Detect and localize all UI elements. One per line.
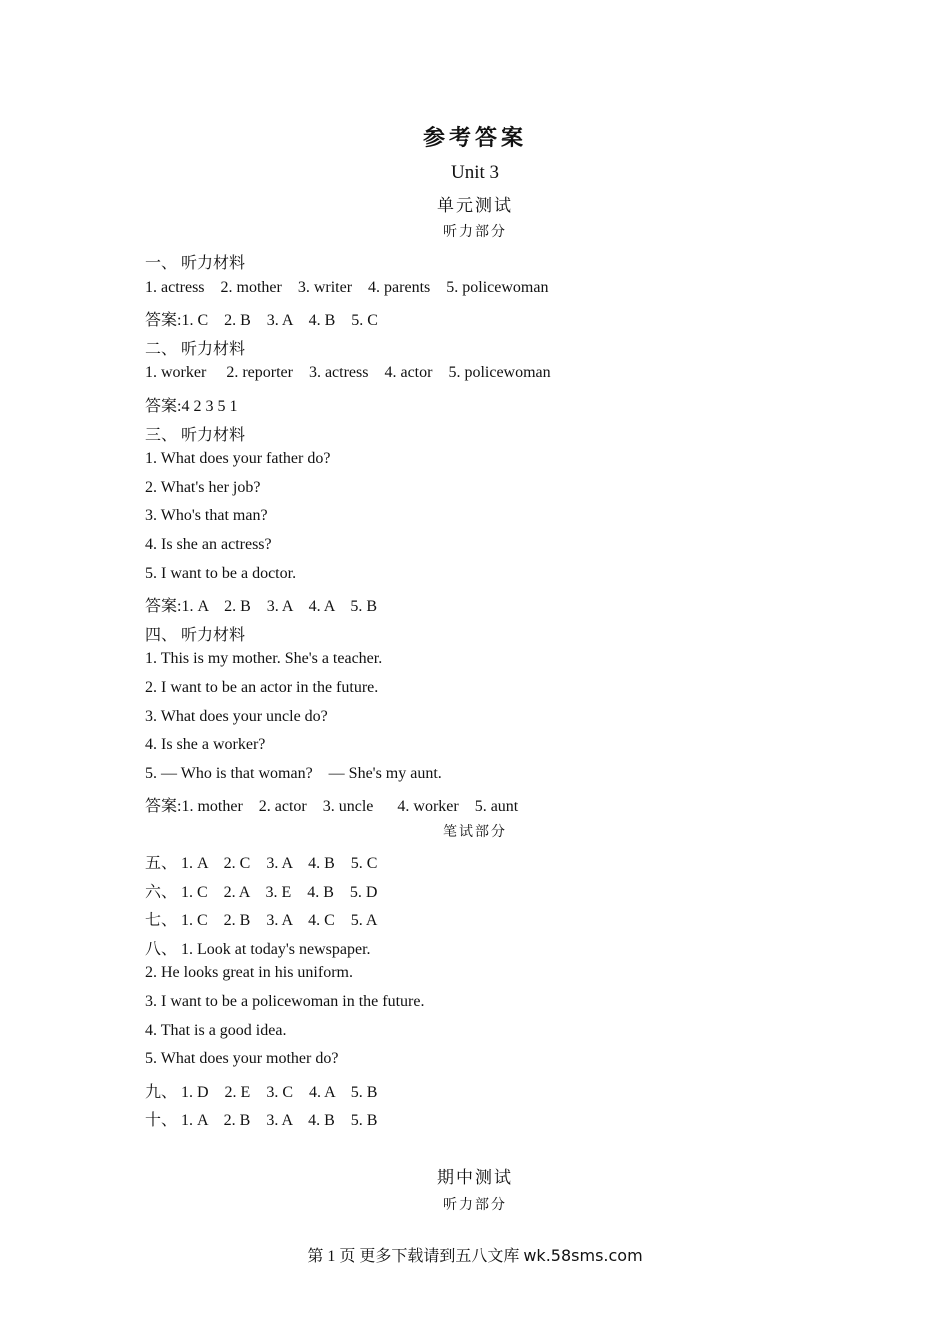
writing-part-heading: 笔试部分	[443, 824, 507, 840]
answer-line: 答案:1. mother 2. actor 3. uncle 4. worker 5. aunt	[145, 798, 519, 816]
answer-line: 1. actress 2. mother 3. writer 4. parents 5. policewoman	[145, 278, 549, 296]
answer-line: 2. He looks great in his uniform.	[145, 964, 353, 982]
answer-line: 五、 1. A 2. C 3. A 4. B 5. C	[145, 855, 378, 872]
unit-heading: Unit 3	[450, 162, 500, 183]
unit-test-heading: 单元测试	[437, 196, 513, 216]
answer-line: 4. Is she an actress?	[145, 536, 272, 553]
answer-line: 七、 1. C 2. B 3. A 4. C 5. A	[145, 912, 378, 930]
answer-line: 3. Who's that man?	[145, 507, 268, 525]
answer-line: 5. — Who is that woman? — She's my aunt.	[145, 764, 442, 782]
answer-line: 3. I want to be a policewoman in the future.	[145, 993, 425, 1010]
answer-line: 答案:4 2 3 5 1	[145, 398, 238, 415]
answer-line: 八、 1. Look at today's newspaper.	[145, 940, 371, 958]
answer-line: 一、 听力材料	[145, 255, 246, 272]
answer-line: 答案:1. C 2. B 3. A 4. B 5. C	[145, 312, 378, 330]
answer-line: 5. What does your mother do?	[145, 1050, 339, 1068]
listening-part-heading: 听力部分	[443, 224, 507, 240]
footer-site-link[interactable]: wk.58sms.com	[523, 1246, 643, 1265]
answer-line: 3. What does your uncle do?	[145, 707, 328, 725]
answer-line: 十、 1. A 2. B 3. A 4. B 5. B	[145, 1112, 378, 1130]
answer-line: 2. I want to be an actor in the future.	[145, 679, 379, 696]
page-title: 参考答案	[422, 125, 527, 151]
answer-line: 九、 1. D 2. E 3. C 4. A 5. B	[145, 1083, 378, 1101]
answer-line: 四、 听力材料	[145, 626, 246, 644]
answer-line: 1. This is my mother. She's a teacher.	[145, 650, 383, 668]
answer-line: 4. That is a good idea.	[145, 1021, 287, 1039]
answer-line: 六、 1. C 2. A 3. E 4. B 5. D	[145, 883, 378, 901]
answer-line: 1. worker 2. reporter 3. actress 4. actor 5. policewoman	[145, 364, 551, 382]
answer-line: 5. I want to be a doctor.	[145, 564, 297, 582]
answer-line: 答案:1. A 2. B 3. A 4. A 5. B	[145, 598, 378, 616]
answer-line: 2. What's her job?	[145, 478, 261, 496]
page-footer	[0, 1243, 950, 1266]
answer-line: 4. Is she a worker?	[145, 736, 266, 754]
midterm-test-heading: 期中测试	[437, 1168, 513, 1188]
answer-line: 三、 听力材料	[145, 426, 246, 444]
answer-line: 1. What does your father do?	[145, 450, 331, 468]
answer-line: 二、 听力材料	[145, 340, 246, 358]
footer-text: 第 1 页 更多下载请到五八文库	[307, 1248, 524, 1265]
listening-part-heading-2: 听力部分	[443, 1197, 507, 1213]
